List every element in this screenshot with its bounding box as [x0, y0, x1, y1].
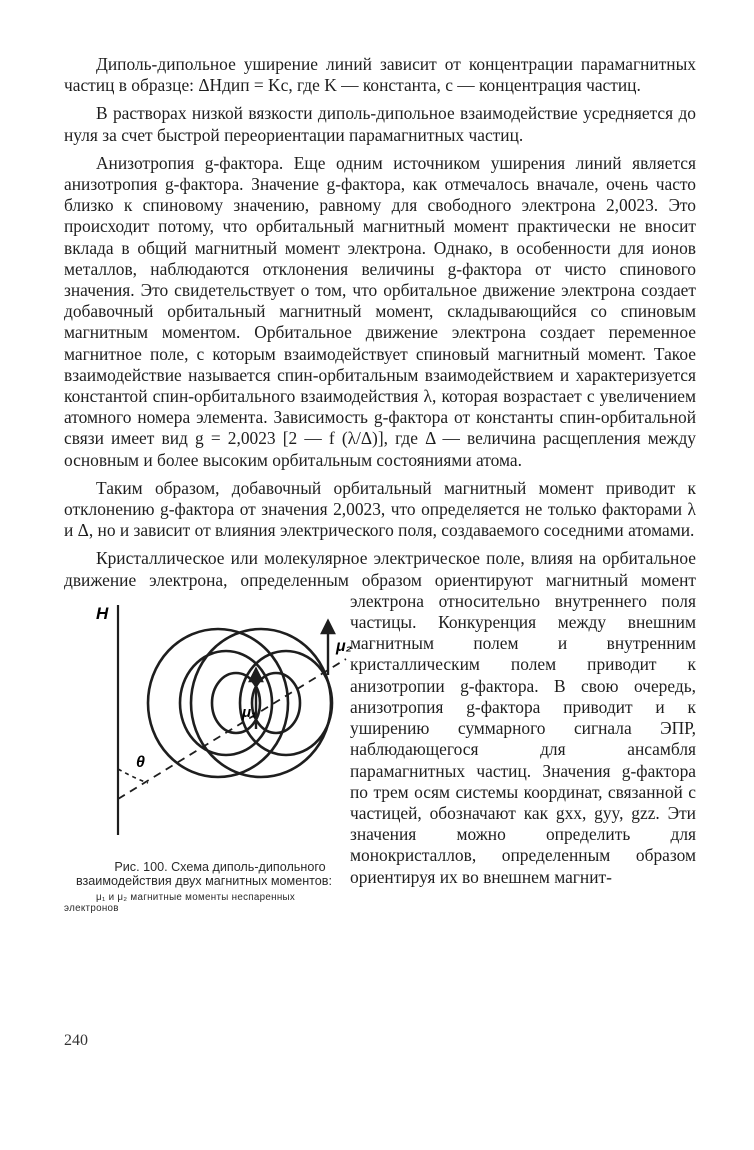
field-lines — [148, 629, 332, 777]
dipole-diagram — [96, 599, 376, 849]
paragraph-dipole-concentration: Диполь-дипольное уширение линий зависит от концентрации парамагнитных частиц в образце: ΔHдип = Kc, где K — константа, c — концентрация частиц. — [64, 54, 696, 96]
theta-arc — [118, 769, 148, 783]
paragraph-g-factor-anisotropy: Анизотропия g-фактора. Еще одним источником уширения линий является анизотропия g-фактора. Значение g-фактора, как отмечалось вначале, очень часто близко к спиновому значению, равному для свободного электрона 2,0023. Это происходит потому, что орбитальный магнитный момент практически не вносит вклада в общий магнитный момент электрона. Однако, в особенности для ионов металлов, наблюдаются отклонения величины g-фактора от чисто спинового значения. Это свидетельствует о том, что орбитальное движение электрона создает добавочный орбитальный магнитный момент, складывающийся со спиновым магнитным моментом. Орбитальное движение электрона создает переменное магнитное поле, с которым взаимодействует спиновый магнитный момент. Такое взаимодействие называется спин-орбитальным взаимодействием и характеризуется константой спин-орбитального взаимодействия λ, которая возрастает с увеличением атомного номера элемента. Зависимость g-фактора от константы спин-орбитальной связи имеет вид g = 2,0023 [2 — f (λ/Δ)], где Δ — величина расщепления между основным и более высоким орбитальным состояниями атома. — [64, 152, 696, 470]
mu2-vector — [322, 621, 334, 675]
page-number: 240 — [64, 1032, 88, 1049]
paragraph-low-viscosity: В растворах низкой вязкости диполь-дипольное взаимодействие усредняется до нуля за счет быстрой переориентации парамагнитных частиц. — [64, 103, 696, 145]
mu2-label: μ₂ — [336, 637, 352, 655]
figure-caption: Рис. 100. Схема диполь-дипольного взаимодействия двух магнитных моментов: — [75, 860, 332, 889]
paragraph-crystal-field-intro: Кристаллическое или молекулярное электрическое поле, влияя на орбитальное движение электрона, определенным образом ориен H θ μ₁ μ₂ Рис. 100. Схема диполь-дипольного взаимодействия двух магнитных моментов: μ₁ и μ₂ магнитные моменты неспаренных электронов тируют магнитный момент электрона относительно внутреннего поля частицы. Конкуренция между внешним магнитным полем и внутренним кристаллическим полем приводит к анизотропии g-фактора. В свою очередь, анизотропия g-фактора приводит и к уширению суммарного сигнала ЭПР, наблюдающегося для ансамбля парамагнитных частиц. Значения g-фактора по трем осям системы координат, связанной с частицей, обозначают как gxx, gyy, gzz. Эти значения можно определить для монокристаллов, определенным образом ориентируя их во внешнем магнит- — [64, 548, 696, 887]
theta-label: θ — [136, 753, 145, 771]
page-body — [64, 54, 696, 917]
mu1-label: μ₁ — [242, 703, 257, 721]
figure-caption-note: μ₁ и μ₂ магнитные моменты неспаренных электронов — [64, 892, 296, 915]
h-axis-label: H — [96, 603, 109, 623]
figure-wrap-section — [64, 548, 696, 915]
figure-dipole-interaction — [64, 599, 352, 917]
paragraph-conclusion: Таким образом, добавочный орбитальный магнитный момент приводит к отклонению g-фактора от значения 2,0023, что определяется не только факторами λ и Δ, но и зависит от влияния электрического поля, создаваемого соседними атомами. — [64, 477, 696, 541]
